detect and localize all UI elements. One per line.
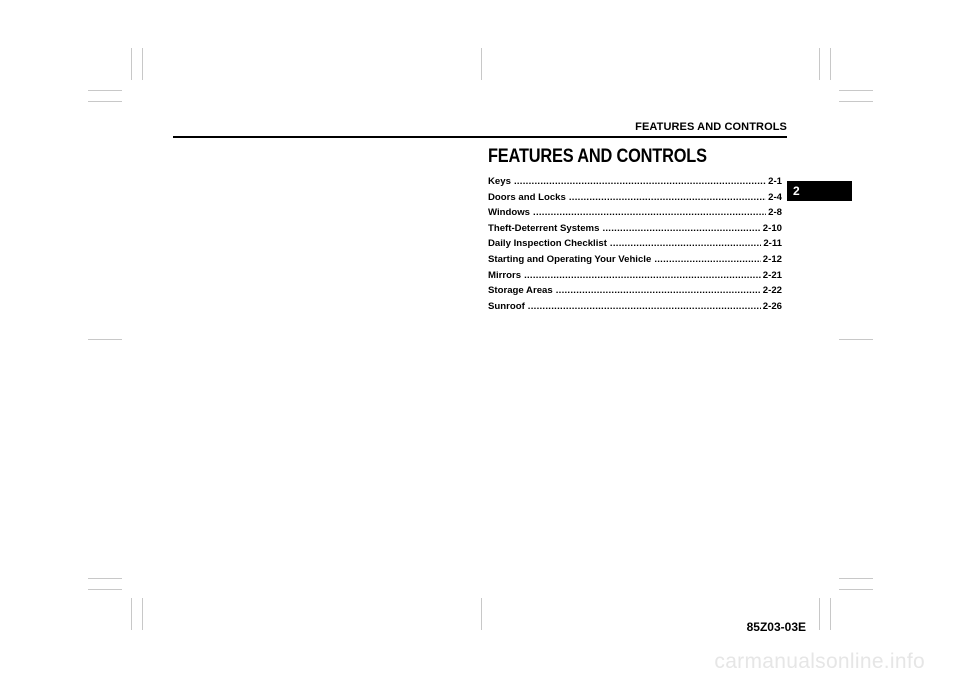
toc-entry-page: 2-21	[762, 269, 782, 281]
toc-entry-doors-and-locks[interactable]	[488, 192, 782, 208]
dot-leader	[569, 192, 766, 203]
crop-mark	[142, 598, 143, 630]
toc-entry-label: Daily Inspection Checklist	[488, 238, 607, 250]
crop-mark	[481, 598, 482, 630]
crop-mark	[839, 90, 873, 91]
crop-mark	[131, 48, 132, 80]
crop-mark	[839, 101, 873, 102]
toc-entry-label: Starting and Operating Your Vehicle	[488, 253, 652, 265]
toc-entry-page: 2-10	[762, 222, 782, 234]
crop-mark	[839, 589, 873, 590]
running-header: FEATURES AND CONTROLS	[635, 121, 787, 133]
toc-entry-theft-deterrent-systems[interactable]	[488, 223, 782, 239]
crop-mark	[830, 598, 831, 630]
crop-mark	[839, 339, 873, 340]
toc-entry-label: Mirrors	[488, 269, 522, 281]
dot-leader	[556, 285, 761, 296]
crop-mark	[88, 101, 122, 102]
crop-mark	[481, 48, 482, 80]
dot-leader	[533, 207, 766, 218]
toc-entry-page: 2-12	[762, 253, 782, 265]
watermark: carmanualsonline.info	[714, 650, 925, 673]
crop-mark	[88, 339, 122, 340]
header-rule	[173, 136, 787, 138]
toc-entry-page: 2-8	[768, 207, 782, 219]
crop-mark	[839, 578, 873, 579]
chapter-tab[interactable]: 2	[787, 181, 852, 201]
toc-entry-label: Keys	[488, 176, 511, 187]
toc-entry-daily-inspection-checklist[interactable]	[488, 238, 782, 254]
table-of-contents	[488, 176, 782, 316]
toc-entry-sunroof[interactable]	[488, 301, 782, 317]
crop-mark	[131, 598, 132, 630]
toc-entry-label: Doors and Locks	[488, 191, 566, 203]
toc-entry-keys[interactable]	[488, 176, 782, 192]
crop-mark	[88, 90, 122, 91]
toc-entry-windows[interactable]	[488, 207, 782, 223]
chapter-title: FEATURES AND CONTROLS	[488, 146, 707, 167]
dot-leader	[654, 254, 760, 265]
toc-entry-mirrors[interactable]	[488, 270, 782, 286]
dot-leader	[514, 176, 766, 187]
crop-mark	[819, 598, 820, 630]
document-code: 85Z03-03E	[746, 620, 806, 634]
toc-entry-page: 2-4	[768, 191, 782, 203]
toc-entry-page: 2-22	[762, 285, 782, 297]
toc-entry-label: Storage Areas	[488, 285, 553, 297]
toc-entry-label: Sunroof	[488, 300, 525, 312]
toc-entry-starting-and-operating[interactable]	[488, 254, 782, 270]
crop-mark	[142, 48, 143, 80]
toc-entry-label: Theft-Deterrent Systems	[488, 222, 600, 234]
toc-entry-storage-areas[interactable]	[488, 285, 782, 301]
dot-leader	[524, 270, 761, 281]
toc-entry-page: 2-11	[763, 238, 782, 250]
dot-leader	[528, 301, 761, 312]
crop-mark	[830, 48, 831, 80]
crop-mark	[88, 578, 122, 579]
crop-mark	[819, 48, 820, 80]
dot-leader	[602, 223, 760, 234]
crop-mark	[88, 589, 122, 590]
toc-entry-page: 2-26	[762, 300, 782, 312]
toc-entry-label: Windows	[488, 207, 531, 219]
toc-entry-page: 2-1	[768, 176, 782, 187]
dot-leader	[610, 238, 761, 249]
